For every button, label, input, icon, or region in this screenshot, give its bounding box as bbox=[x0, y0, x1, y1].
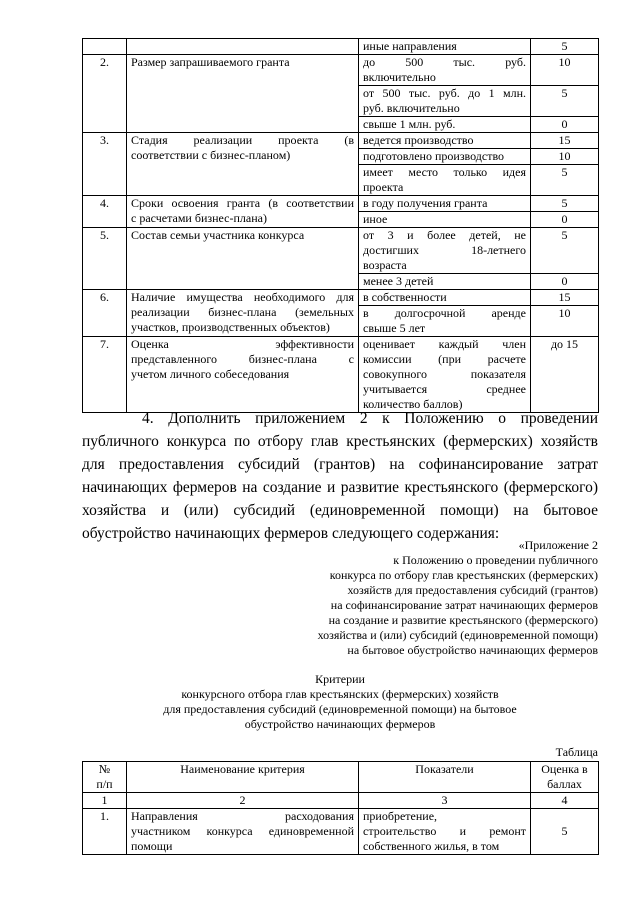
cell-line: участков, производственных объектов) bbox=[131, 320, 330, 334]
score-cell: 0 bbox=[531, 274, 599, 290]
cell-line: собственного жилья, в том bbox=[363, 839, 500, 853]
criterion-name bbox=[127, 290, 359, 337]
cell-line: Наименование критерия bbox=[180, 762, 305, 776]
cell-line: от 500 тыс. руб. до 1 млн. bbox=[363, 86, 526, 100]
criterion-name bbox=[127, 196, 359, 228]
criteria-subtitle-line: конкурсного отбора глав крестьянских (фермерских) хозяйств bbox=[181, 687, 499, 701]
cell-line: совокупного показателя bbox=[363, 367, 526, 381]
criterion-number: 7. bbox=[83, 337, 127, 413]
criterion-name bbox=[127, 809, 359, 855]
appendix-line: к Положению о проведении публичного bbox=[393, 553, 598, 567]
cell-line: п/п bbox=[96, 777, 113, 791]
paragraph-line: для предоставления субсидий (грантов) на софинансирование затрат bbox=[82, 456, 598, 473]
cell-line: иное bbox=[363, 212, 388, 226]
paragraph-line: хозяйства и (или) субсидий (единовременной помощи) на бытовое bbox=[82, 502, 598, 519]
score-cell: 0 bbox=[531, 117, 599, 133]
criterion-name bbox=[127, 133, 359, 196]
appendix-table-body bbox=[83, 762, 599, 855]
cell-line: возраста bbox=[363, 258, 407, 272]
paragraph-line: 4. Дополнить приложением 2 к Положению о проведении bbox=[142, 410, 598, 427]
cell-line: оценивает каждый член bbox=[363, 337, 526, 351]
criteria-subtitle-line: обустройство начинающих фермеров bbox=[244, 717, 436, 731]
score-cell: 10 bbox=[531, 149, 599, 165]
indicator-cell bbox=[359, 306, 531, 337]
indicator-cell bbox=[359, 39, 531, 55]
column-header bbox=[127, 762, 359, 793]
indicator-cell bbox=[359, 149, 531, 165]
cell-line: с расчетами бизнес-плана) bbox=[131, 211, 267, 225]
table-row bbox=[83, 290, 599, 306]
table-row bbox=[83, 133, 599, 149]
criterion-name bbox=[127, 39, 359, 55]
indicator-cell bbox=[359, 165, 531, 196]
appendix-line: на бытовое обустройство начинающих фермеров bbox=[347, 643, 598, 657]
cell-line: № bbox=[98, 762, 111, 776]
cell-line: от 3 и более детей, не bbox=[363, 228, 526, 242]
cell-line: Оценка в bbox=[541, 762, 588, 776]
table-caption: Таблица bbox=[555, 745, 598, 759]
cell-line: подготовлено производство bbox=[363, 149, 505, 163]
criteria-title bbox=[82, 672, 598, 732]
cell-line: Стадия реализации проекта (в bbox=[131, 133, 354, 147]
cell-line: участником конкурса единовременной bbox=[131, 824, 354, 838]
cell-line: в году получения гранта bbox=[363, 196, 488, 210]
appendix-line: на создание и развитие крестьянского (фермерского) bbox=[328, 613, 598, 627]
paragraph-line: начинающих фермеров на создание и развитие крестьянского (фермерского) bbox=[82, 479, 598, 496]
column-number-row bbox=[83, 793, 599, 809]
criteria-table-continued bbox=[82, 38, 599, 413]
column-header bbox=[359, 762, 531, 793]
cell-line: до 500 тыс. руб. bbox=[363, 55, 526, 69]
indicator-cell bbox=[359, 86, 531, 117]
column-header bbox=[83, 762, 127, 793]
cell-line: учитывается среднее bbox=[363, 382, 526, 396]
column-number: 4 bbox=[531, 793, 599, 809]
cell-line: в долгосрочной аренде bbox=[363, 306, 526, 320]
indicator-cell bbox=[359, 117, 531, 133]
cell-line: проекта bbox=[363, 180, 404, 194]
column-number: 1 bbox=[83, 793, 127, 809]
paragraph-4 bbox=[82, 407, 598, 545]
indicator-cell bbox=[359, 196, 531, 212]
criteria-table-body bbox=[83, 39, 599, 413]
cell-line: баллах bbox=[547, 777, 582, 791]
cell-line: свыше 1 млн. руб. bbox=[363, 117, 456, 131]
appendix-line: хозяйства и (или) субсидий (единовременной помощи) bbox=[317, 628, 598, 642]
criterion-name bbox=[127, 337, 359, 413]
criterion-number: 3. bbox=[83, 133, 127, 196]
criterion-name bbox=[127, 55, 359, 133]
score-cell: 10 bbox=[531, 306, 599, 337]
score-cell: 15 bbox=[531, 133, 599, 149]
indicator-cell bbox=[359, 274, 531, 290]
score-cell: 5 bbox=[531, 39, 599, 55]
cell-line: помощи bbox=[131, 839, 173, 853]
table-row bbox=[83, 337, 599, 413]
criterion-number: 2. bbox=[83, 55, 127, 133]
indicator-cell bbox=[359, 809, 531, 855]
table-header-row bbox=[83, 762, 599, 793]
cell-line: приобретение, bbox=[363, 809, 438, 823]
cell-line: включительно bbox=[363, 70, 436, 84]
cell-line: Размер запрашиваемого гранта bbox=[131, 55, 290, 69]
criteria-subtitle-line: для предоставления субсидий (единовременной помощи) на бытовое bbox=[163, 702, 517, 716]
indicator-cell bbox=[359, 337, 531, 413]
column-number: 3 bbox=[359, 793, 531, 809]
score-cell: 5 bbox=[531, 228, 599, 274]
appendix-line: хозяйств для предоставления субсидий (грантов) bbox=[347, 583, 598, 597]
paragraph-line: публичного конкурса по отбору глав крестьянских (фермерских) хозяйств bbox=[82, 433, 598, 450]
cell-line: Наличие имущества необходимого для bbox=[131, 290, 354, 304]
indicator-cell bbox=[359, 290, 531, 306]
appendix-criteria-table bbox=[82, 761, 599, 855]
criterion-number bbox=[83, 39, 127, 55]
cell-line: реализации бизнес-плана (земельных bbox=[131, 305, 354, 319]
column-header bbox=[531, 762, 599, 793]
table-row bbox=[83, 55, 599, 86]
cell-line: свыше 5 лет bbox=[363, 321, 426, 335]
paragraph-line: обустройство начинающих фермеров следующего содержания: bbox=[82, 525, 500, 542]
cell-line: Состав семьи участника конкурса bbox=[131, 228, 305, 242]
cell-line: Показатели bbox=[415, 762, 474, 776]
appendix-2-header bbox=[318, 538, 598, 658]
cell-line: количество баллов) bbox=[363, 397, 463, 411]
score-cell: 10 bbox=[531, 55, 599, 86]
criteria-heading: Критерии bbox=[315, 672, 365, 686]
cell-line: Направления расходования bbox=[131, 809, 354, 823]
indicator-cell bbox=[359, 228, 531, 274]
score-cell: 0 bbox=[531, 212, 599, 228]
cell-line: соответствии с бизнес-планом) bbox=[131, 148, 291, 162]
score-cell: до 15 bbox=[531, 337, 599, 413]
score-cell: 5 bbox=[531, 165, 599, 196]
cell-line: имеет место только идея bbox=[363, 165, 526, 179]
cell-line: комиссии (при расчете bbox=[363, 352, 526, 366]
appendix-line: «Приложение 2 bbox=[518, 538, 598, 552]
table-row bbox=[83, 228, 599, 274]
appendix-line: конкурса по отбору глав крестьянских (фермерских) bbox=[329, 568, 598, 582]
cell-line: строительство и ремонт bbox=[363, 824, 526, 838]
cell-line: представленного бизнес-плана с bbox=[131, 352, 354, 366]
cell-line: менее 3 детей bbox=[363, 274, 434, 288]
score-cell: 5 bbox=[531, 196, 599, 212]
table-row bbox=[83, 196, 599, 212]
indicator-cell bbox=[359, 133, 531, 149]
cell-line: достигших 18-летнего bbox=[363, 243, 526, 257]
appendix-line: на софинансирование затрат начинающих фермеров bbox=[330, 598, 598, 612]
criterion-number: 1. bbox=[83, 809, 127, 855]
indicator-cell bbox=[359, 55, 531, 86]
score-cell: 15 bbox=[531, 290, 599, 306]
cell-line: в собственности bbox=[363, 290, 447, 304]
cell-line: учетом личного собеседования bbox=[131, 367, 290, 381]
criterion-number: 6. bbox=[83, 290, 127, 337]
cell-line: Сроки освоения гранта (в соответствии bbox=[131, 196, 354, 210]
score-cell: 5 bbox=[531, 86, 599, 117]
indicator-cell bbox=[359, 212, 531, 228]
table-row bbox=[83, 809, 599, 855]
table-row bbox=[83, 39, 599, 55]
cell-line: руб. включительно bbox=[363, 101, 460, 115]
cell-line: Оценка эффективности bbox=[131, 337, 354, 351]
column-number: 2 bbox=[127, 793, 359, 809]
criterion-number: 4. bbox=[83, 196, 127, 228]
score-cell: 5 bbox=[531, 809, 599, 855]
cell-line: ведется производство bbox=[363, 133, 474, 147]
criterion-name bbox=[127, 228, 359, 290]
cell-line: иные направления bbox=[363, 39, 457, 53]
criterion-number: 5. bbox=[83, 228, 127, 290]
